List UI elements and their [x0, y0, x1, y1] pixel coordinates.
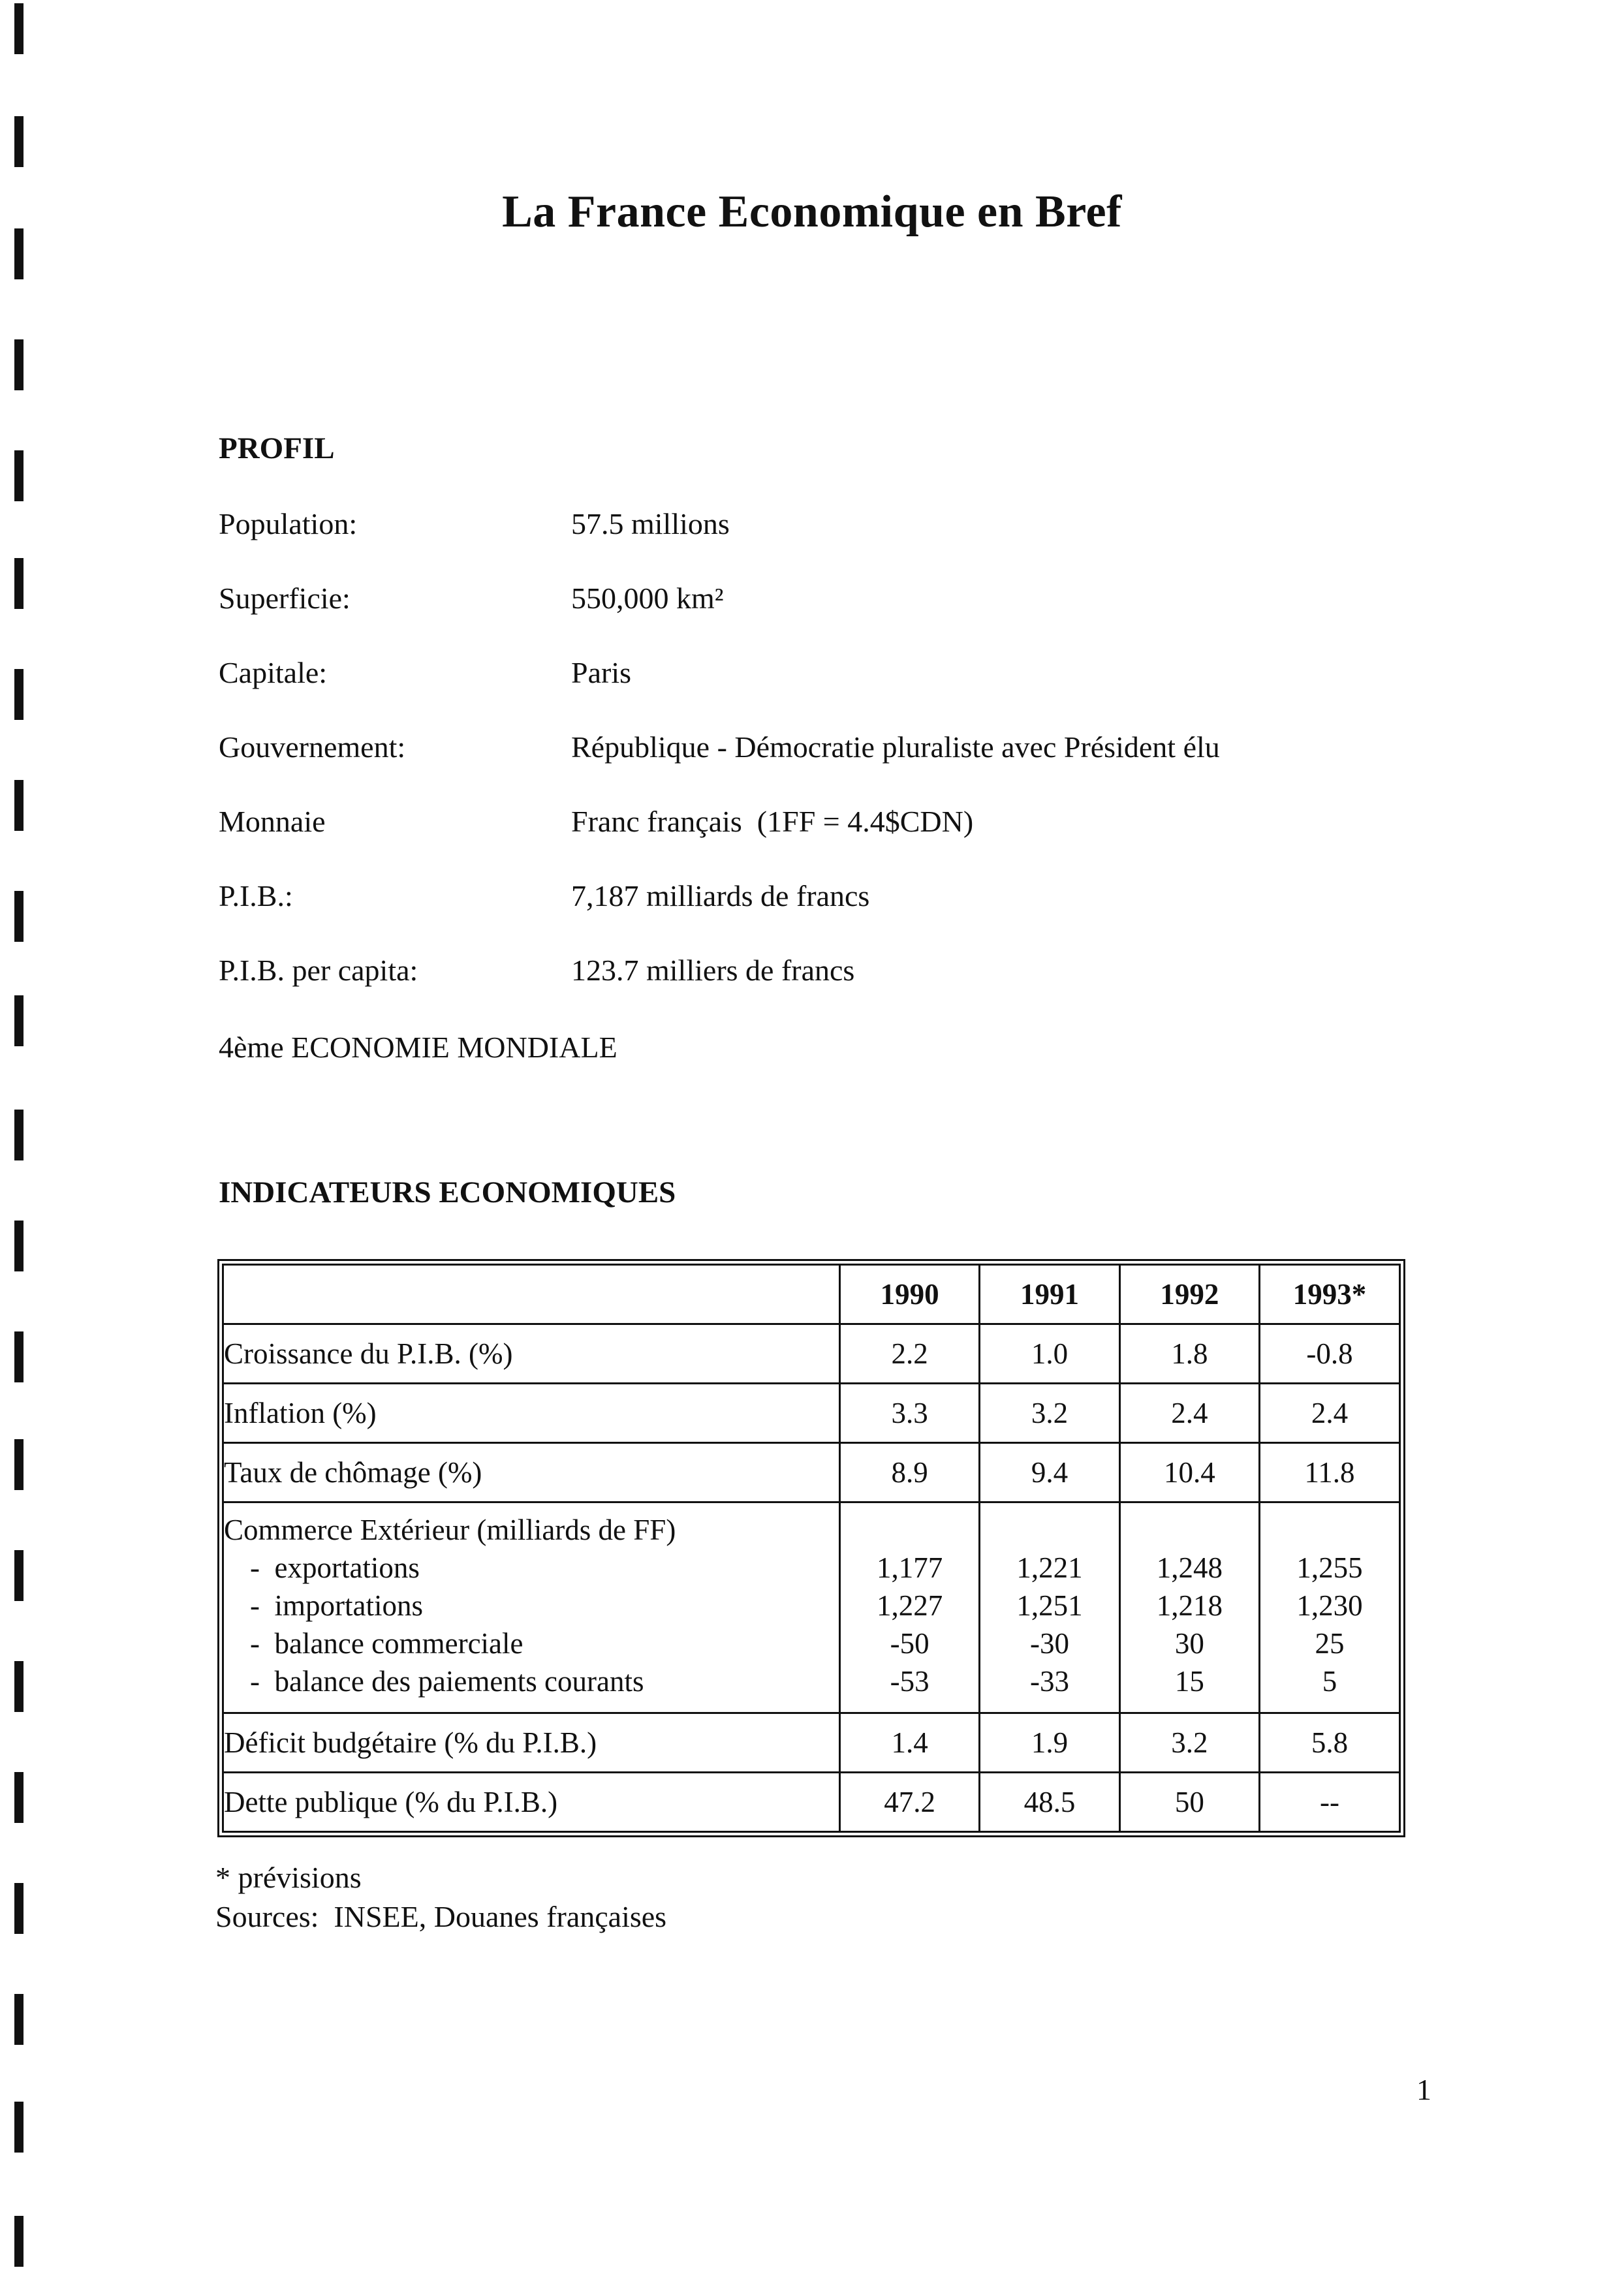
profile-value: Paris [571, 656, 631, 689]
table-cell: 50 [1119, 1773, 1259, 1832]
header-year: 1993* [1259, 1265, 1399, 1324]
header-empty-cell [223, 1265, 840, 1324]
profile-row-population [219, 506, 1524, 546]
table-cell: 1,218 [1156, 1589, 1223, 1622]
table-cell: 9.4 [980, 1443, 1119, 1502]
binder-hole [14, 558, 23, 609]
binder-hole [14, 1439, 23, 1490]
trade-values-1991 [980, 1502, 1119, 1713]
table-cell: 1,248 [1156, 1551, 1223, 1584]
profile-value: 57.5 millions [571, 507, 730, 540]
table-cell: 11.8 [1259, 1443, 1399, 1502]
profile-label: Monnaie [219, 805, 326, 838]
profile-label: Superficie: [219, 582, 351, 615]
table-header-row [223, 1265, 1400, 1324]
row-label: Croissance du P.I.B. (%) [223, 1324, 840, 1384]
indicators-heading: INDICATEURS ECONOMIQUES [219, 1175, 676, 1209]
binder-hole [14, 669, 23, 720]
binder-holes [0, 0, 65, 2287]
table-row [223, 1443, 1400, 1502]
binder-hole [14, 1550, 23, 1601]
trade-sub-label: - balance des paiements courants [250, 1665, 644, 1698]
header-year: 1991 [980, 1265, 1119, 1324]
binder-hole [14, 450, 23, 501]
profile-row-currency [219, 804, 1524, 843]
table-cell: 1,255 [1296, 1551, 1363, 1584]
table-cell: 1,221 [1016, 1551, 1083, 1584]
profile-label: P.I.B.: [219, 879, 293, 912]
binder-hole [14, 2216, 23, 2267]
trade-sub-label: - balance commerciale [250, 1627, 523, 1660]
table-cell: 15 [1174, 1665, 1204, 1698]
table-cell: -- [1259, 1773, 1399, 1832]
trade-values-1993 [1259, 1502, 1399, 1713]
profile-row-government [219, 730, 1524, 769]
table-cell: 1.8 [1119, 1324, 1259, 1384]
row-label-trade [223, 1502, 840, 1713]
table-cell: 25 [1315, 1627, 1345, 1660]
table-cell: 8.9 [839, 1443, 979, 1502]
table-cell: -53 [890, 1665, 929, 1698]
table-cell: 1.0 [980, 1324, 1119, 1384]
table-cell: 1.9 [980, 1713, 1119, 1773]
table-row [223, 1713, 1400, 1773]
table-cell: 2.2 [839, 1324, 979, 1384]
profile-label: Capitale: [219, 656, 328, 689]
binder-hole [14, 891, 23, 942]
binder-hole [14, 1661, 23, 1712]
binder-hole [14, 995, 23, 1046]
table-cell: 3.3 [839, 1384, 979, 1443]
profile-row-gdp-per-capita [219, 953, 1524, 992]
sources-footnote: Sources: INSEE, Douanes françaises [215, 1900, 667, 1933]
table-cell: 1,177 [877, 1551, 943, 1584]
table-cell: 3.2 [1119, 1713, 1259, 1773]
row-label: Déficit budgétaire (% du P.I.B.) [223, 1713, 840, 1773]
table-cell: 5 [1322, 1665, 1337, 1698]
table-cell: 3.2 [980, 1384, 1119, 1443]
table-row [223, 1384, 1400, 1443]
table-cell: -30 [1029, 1627, 1069, 1660]
row-label: Dette publique (% du P.I.B.) [223, 1773, 840, 1832]
world-rank: 4ème ECONOMIE MONDIALE [219, 1031, 617, 1064]
profile-value: 550,000 km² [571, 582, 724, 615]
table-cell: 47.2 [839, 1773, 979, 1832]
header-year: 1992 [1119, 1265, 1259, 1324]
table-cell: 5.8 [1259, 1713, 1399, 1773]
table-cell: 2.4 [1119, 1384, 1259, 1443]
forecast-footnote: * prévisions [215, 1861, 362, 1894]
binder-hole [14, 1331, 23, 1382]
profile-row-area [219, 581, 1524, 620]
profile-heading: PROFIL [219, 431, 335, 465]
profile-value: République - Démocratie pluraliste avec Président élu [571, 730, 1220, 764]
trade-heading: Commerce Extérieur (milliards de FF) [224, 1514, 676, 1546]
table-cell: -33 [1029, 1665, 1069, 1698]
profile-label: Population: [219, 507, 358, 540]
table-row-trade [223, 1502, 1400, 1713]
binder-hole [14, 1772, 23, 1823]
binder-hole [14, 3, 23, 54]
header-year: 1990 [839, 1265, 979, 1324]
table-cell: -0.8 [1259, 1324, 1399, 1384]
binder-hole [14, 1221, 23, 1271]
trade-sub-label: - exportations [250, 1551, 420, 1584]
table-cell: 30 [1174, 1627, 1204, 1660]
table-cell: 1,251 [1016, 1589, 1083, 1622]
binder-hole [14, 780, 23, 831]
page-number: 1 [1416, 2073, 1431, 2106]
table-cell: 10.4 [1119, 1443, 1259, 1502]
trade-values-1990 [839, 1502, 979, 1713]
profile-value: 123.7 milliers de francs [571, 954, 855, 987]
indicators-table-frame [217, 1259, 1405, 1837]
profile-value: 7,187 milliards de francs [571, 879, 870, 912]
table-cell: -50 [890, 1627, 929, 1660]
binder-hole [14, 116, 23, 167]
profile-value: Franc français (1FF = 4.4$CDN) [571, 805, 974, 838]
row-label: Taux de chômage (%) [223, 1443, 840, 1502]
profile-label: Gouvernement: [219, 730, 406, 764]
binder-hole [14, 2102, 23, 2153]
table-row [223, 1324, 1400, 1384]
row-label: Inflation (%) [223, 1384, 840, 1443]
trade-sub-label: - importations [250, 1589, 423, 1622]
binder-hole [14, 1883, 23, 1934]
table-cell: 48.5 [980, 1773, 1119, 1832]
table-cell: 2.4 [1259, 1384, 1399, 1443]
profile-row-gdp [219, 879, 1524, 918]
binder-hole [14, 339, 23, 390]
binder-hole [14, 1110, 23, 1160]
table-cell: 1,227 [877, 1589, 943, 1622]
profile-row-capital [219, 655, 1524, 694]
trade-values-1992 [1119, 1502, 1259, 1713]
table-cell: 1,230 [1296, 1589, 1363, 1622]
indicators-table [222, 1264, 1401, 1833]
binder-hole [14, 1994, 23, 2045]
table-row [223, 1773, 1400, 1832]
profile-label: P.I.B. per capita: [219, 954, 418, 987]
table-cell: 1.4 [839, 1713, 979, 1773]
document-title: La France Economique en Bref [502, 187, 1122, 237]
